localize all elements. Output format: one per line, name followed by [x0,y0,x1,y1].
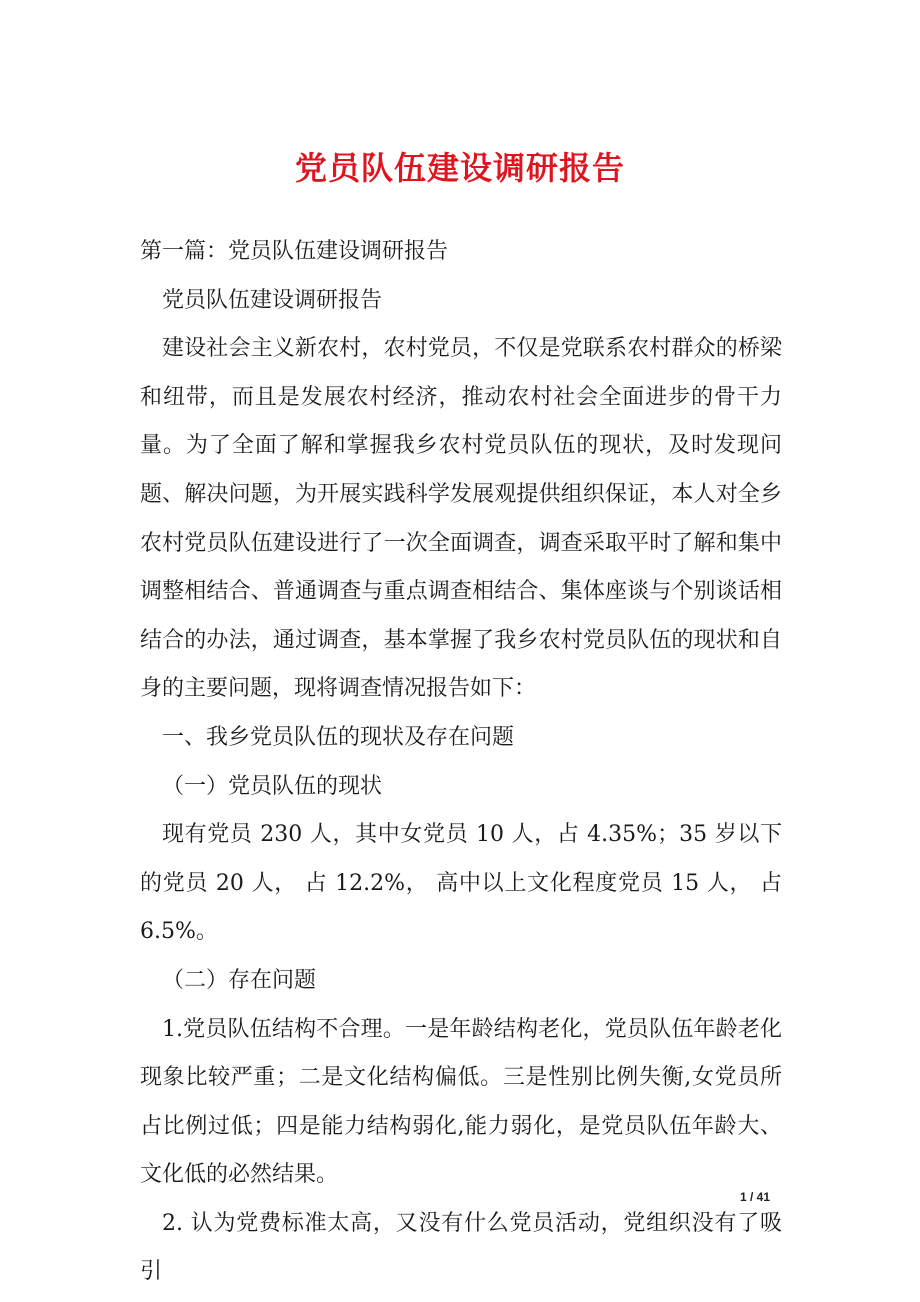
document-title: 党员队伍建设调研报告 [294,149,625,187]
intro-paragraph: 建设社会主义新农村，农村党员，不仅是党联系农村群众的桥梁和纽带，而且是发展农村经济，推动农村社会全面进步的骨干力量。为了全面了解和掌握我乡农村党员队伍的现状，及时发现问题、解决问题，为开展实践科学发展观提供组织保证，本人对全乡农村党员队伍建设进行了一次全面调查，调查采取平时了解和集中调整相结合、普通调查与重点调查相结合、集体座谈与个别谈话相结合的办法，通过调查，基本掌握了我乡农村党员队伍的现状和自身的主要问题，现将调查情况报告如下： [140,336,782,702]
document-body [140,228,782,1297]
section-heading: 第一篇：党员队伍建设调研报告 [140,239,449,264]
status-paragraph: 现有党员 230 人，其中女党员 10 人，占 4.35%；35 岁以下的党员 20 人， 占 12.2%， 高中以上文化程度党员 15 人， 占 6.5%。 [140,822,782,945]
subsection-status-heading: （一）党员队伍的现状 [162,773,383,799]
page-number: 1 / 41 [740,1190,771,1204]
problem-two-paragraph: 2. 认为党费标准太高，又没有什么党员活动，党组织没有了吸引 [140,1210,782,1285]
subtitle-paragraph: 党员队伍建设调研报告 [162,287,383,313]
problem-one-paragraph: 1.党员队伍结构不合理。一是年龄结构老化，党员队伍年龄老化现象比较严重；二是文化结构偏低。三是性别比例失衡,女党员所占比例过低；四是能力结构弱化,能力弱化，是党员队伍年龄大、文化低的必然结果。 [140,1016,782,1188]
section-one-heading: 一、我乡党员队伍的现状及存在问题 [162,724,515,750]
subsection-problems-heading: （二）存在问题 [162,967,317,993]
